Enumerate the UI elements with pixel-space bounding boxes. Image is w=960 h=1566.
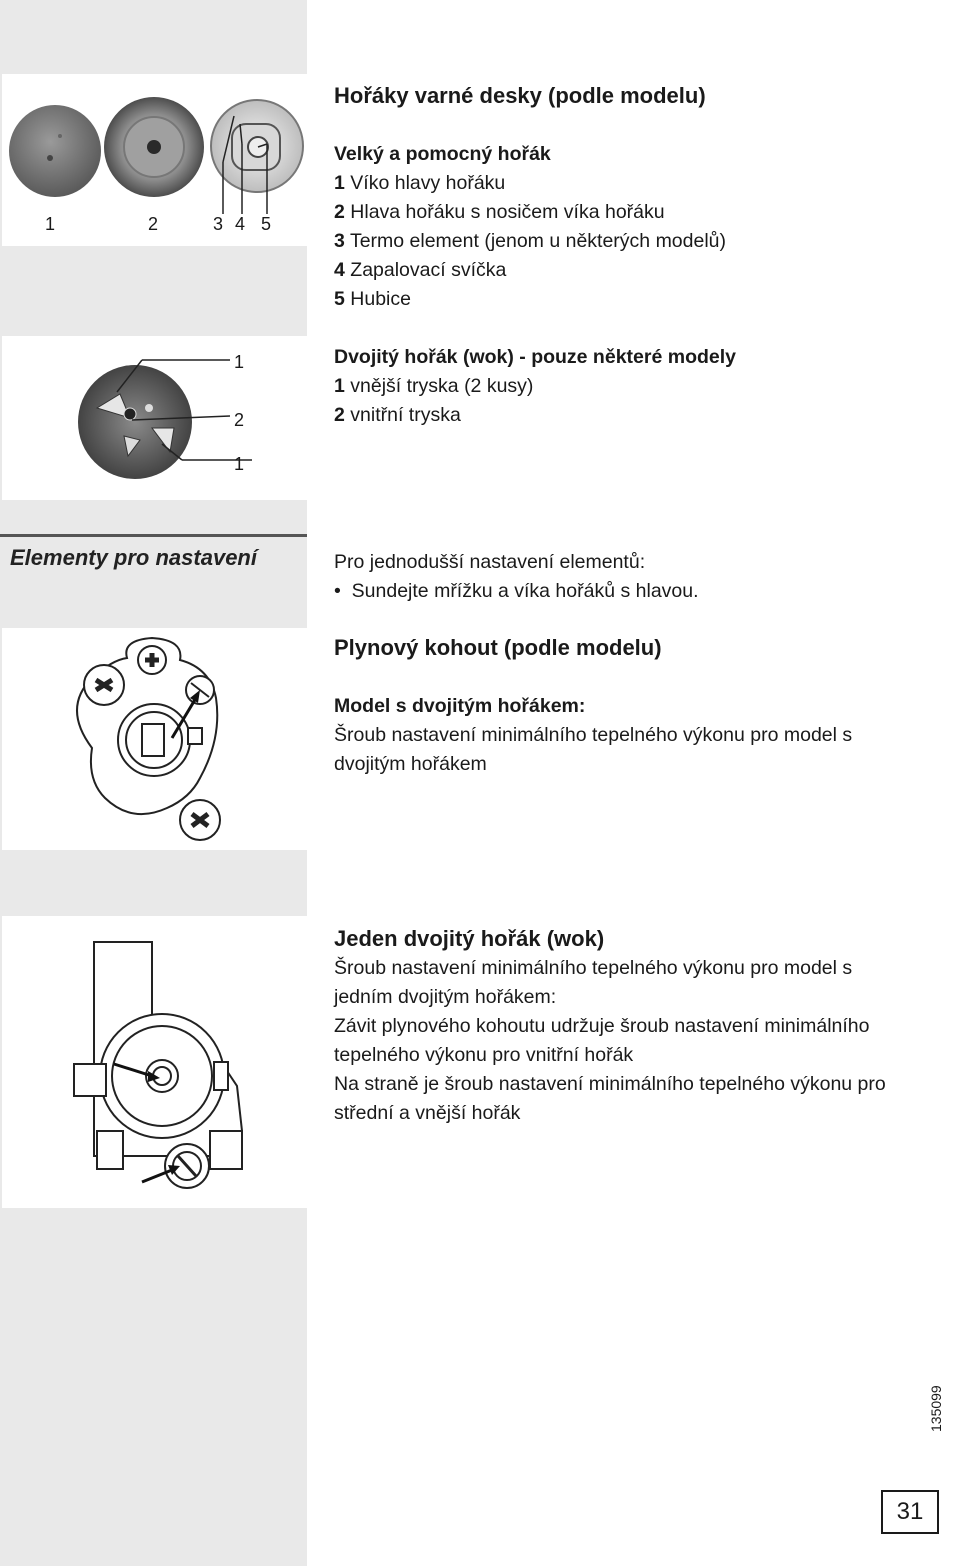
burners-list bbox=[334, 140, 944, 314]
list-item: 5 Hubice bbox=[334, 288, 411, 310]
single-wok-line: Závit plynového kohoutu udržuje šroub nastavení minimálního bbox=[334, 1015, 870, 1037]
wok-label-2: 2 bbox=[234, 410, 245, 430]
gas-tap-heading: Plynový kohout (podle modelu) bbox=[334, 635, 662, 660]
settings-text bbox=[334, 548, 944, 606]
burner-cap-image bbox=[9, 105, 101, 197]
section-label: Elementy pro nastavení bbox=[10, 545, 257, 570]
wok-burner-figure bbox=[2, 336, 307, 500]
settings-intro: Pro jednodušší nastavení elementů: bbox=[334, 551, 646, 573]
gas-tap-line: dvojitým hořákem bbox=[334, 753, 487, 775]
single-wok-line: jedním dvojitým hořákem: bbox=[334, 986, 557, 1008]
single-wok-line: tepelného výkonu pro vnitřní hořák bbox=[334, 1044, 634, 1066]
single-wok-text bbox=[334, 954, 944, 1128]
single-wok-line: Šroub nastavení minimálního tepelného výkonu pro model s bbox=[334, 957, 853, 979]
gas-tap-line: Šroub nastavení minimálního tepelného výkonu pro model s bbox=[334, 724, 853, 746]
figure-label-1: 1 bbox=[45, 214, 56, 234]
page-title: Hořáky varné desky (podle modelu) bbox=[334, 83, 706, 108]
list-item: 1 vnější tryska (2 kusy) bbox=[334, 375, 534, 397]
wok-label-3: 1 bbox=[234, 454, 245, 474]
list-item: 3 Termo element (jenom u některých modelů) bbox=[334, 230, 727, 252]
list-item: 4 Zapalovací svíčka bbox=[334, 259, 507, 281]
page-number: 31 bbox=[881, 1490, 939, 1534]
single-wok-heading: Jeden dvojitý hořák (wok) bbox=[334, 926, 605, 951]
burner-parts-figure bbox=[2, 74, 307, 246]
figure-label-2: 2 bbox=[148, 214, 159, 234]
single-wok-line: Na straně je šroub nastavení minimálního tepelného výkonu pro bbox=[334, 1073, 886, 1095]
single-wok-line: střední a vnější hořák bbox=[334, 1102, 521, 1124]
wok-list bbox=[334, 343, 944, 430]
gas-tap-figure bbox=[2, 628, 307, 850]
figure-label-3: 3 bbox=[213, 214, 224, 234]
list-item: 2 vnitřní tryska bbox=[334, 404, 461, 426]
list-item: 2 Hlava hořáku s nosičem víka hořáku bbox=[334, 201, 665, 223]
figure-label-5: 5 bbox=[261, 214, 272, 234]
settings-bullet: • Sundejte mřížku a víka hořáků s hlavou. bbox=[334, 580, 699, 602]
wok-heading: Dvojitý hořák (wok) - pouze některé modely bbox=[334, 346, 736, 368]
list-item: 1 Víko hlavy hořáku bbox=[334, 172, 506, 194]
section-divider bbox=[0, 534, 307, 537]
document-code: 135099 bbox=[928, 1385, 944, 1432]
wok-label-1: 1 bbox=[234, 352, 245, 372]
burners-heading: Velký a pomocný hořák bbox=[334, 143, 551, 165]
gas-tap-subheading: Model s dvojitým hořákem: bbox=[334, 695, 586, 717]
gas-tap-text bbox=[334, 692, 944, 779]
figure-label-4: 4 bbox=[235, 214, 246, 234]
gap-band bbox=[0, 850, 307, 916]
single-wok-tap-figure bbox=[2, 916, 307, 1208]
